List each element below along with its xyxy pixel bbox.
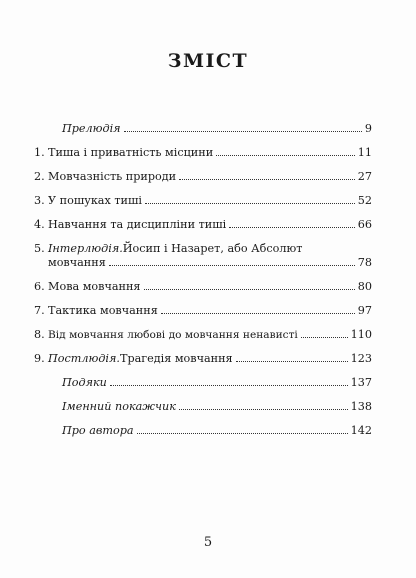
dot-leader [161,312,355,314]
dot-leader [137,432,348,434]
toc-entry [34,146,372,160]
toc-entry-number: 4. [34,218,45,231]
toc-entry-title: Трагедія мовчання [119,352,233,365]
toc-entry-title: Подяки [62,376,107,389]
toc-entry-page: 142 [350,424,372,437]
toc-entry-title: Мовчазність природи [48,170,177,183]
dot-leader [144,288,355,290]
toc-entry-number: 8. [34,328,45,341]
toc-entry-number: 7. [34,304,45,317]
dot-leader [179,178,355,180]
dot-leader [110,384,348,386]
toc-entry [34,376,372,390]
toc-entry [34,328,372,342]
dot-leader [301,336,348,338]
toc-entry [34,304,372,318]
toc-entry-page: 110 [350,328,372,341]
toc-entry-page: 138 [350,400,372,413]
toc-entry [34,218,372,232]
toc-entry-page: 78 [357,256,372,269]
toc-entry-title: У пошуках тиші [48,194,142,207]
toc-entry-title: Тиша і приватність місцини [48,146,214,159]
toc-entry [34,170,372,184]
toc-entry [34,424,372,438]
toc-entry-page: 11 [357,146,372,159]
toc-entry-page: 9 [364,122,372,135]
toc-entry-title-continued: мовчання [48,256,106,269]
toc-entry-title: Тактика мовчання [48,304,158,317]
toc-entry [34,242,372,270]
toc-entry [34,352,372,366]
toc-entry-page: 27 [357,170,372,183]
toc-entry-page: 97 [357,304,372,317]
toc-entry-number: 6. [34,280,45,293]
toc-entry-number: 2. [34,170,45,183]
dot-leader [109,264,355,266]
toc-entry [34,280,372,294]
page-title: ЗМІСТ [167,50,249,72]
dot-leader [124,130,362,132]
toc-entry-title: Йосип і Назарет, або Абсолют [122,242,303,255]
page-number: 5 [203,535,213,550]
toc-entry-number: 5. [34,242,45,255]
toc-entry-title: Мова мовчання [48,280,141,293]
toc-entry-title: Іменний покажчик [62,400,176,413]
toc-entry-page: 123 [350,352,372,365]
dot-leader [179,408,348,410]
dot-leader [229,226,355,228]
toc-entry-number: 9. [34,352,45,365]
toc-entry-title: Прелюдія [62,122,121,135]
dot-leader [236,360,348,362]
dot-leader [216,154,355,156]
toc-entry-title: Навчання та дисципліни тиші [48,218,227,231]
toc-entry-number: 3. [34,194,45,207]
toc-entry [34,194,372,208]
toc-entry-title: Від мовчання любові до мовчання ненависті [48,329,298,341]
toc-entry [34,400,372,414]
dot-leader [145,202,355,204]
toc-entry-page: 80 [357,280,372,293]
toc-entry [34,122,372,136]
toc-entry-page: 137 [350,376,372,389]
table-of-contents [34,122,372,448]
toc-entry-italic-prefix: Інтерлюдія. [48,242,123,255]
toc-entry-title: Про автора [62,424,134,437]
toc-entry-page: 52 [357,194,372,207]
toc-entry-number: 1. [34,146,45,159]
toc-entry-page: 66 [357,218,372,231]
toc-entry-italic-prefix: Постлюдія. [48,352,120,365]
